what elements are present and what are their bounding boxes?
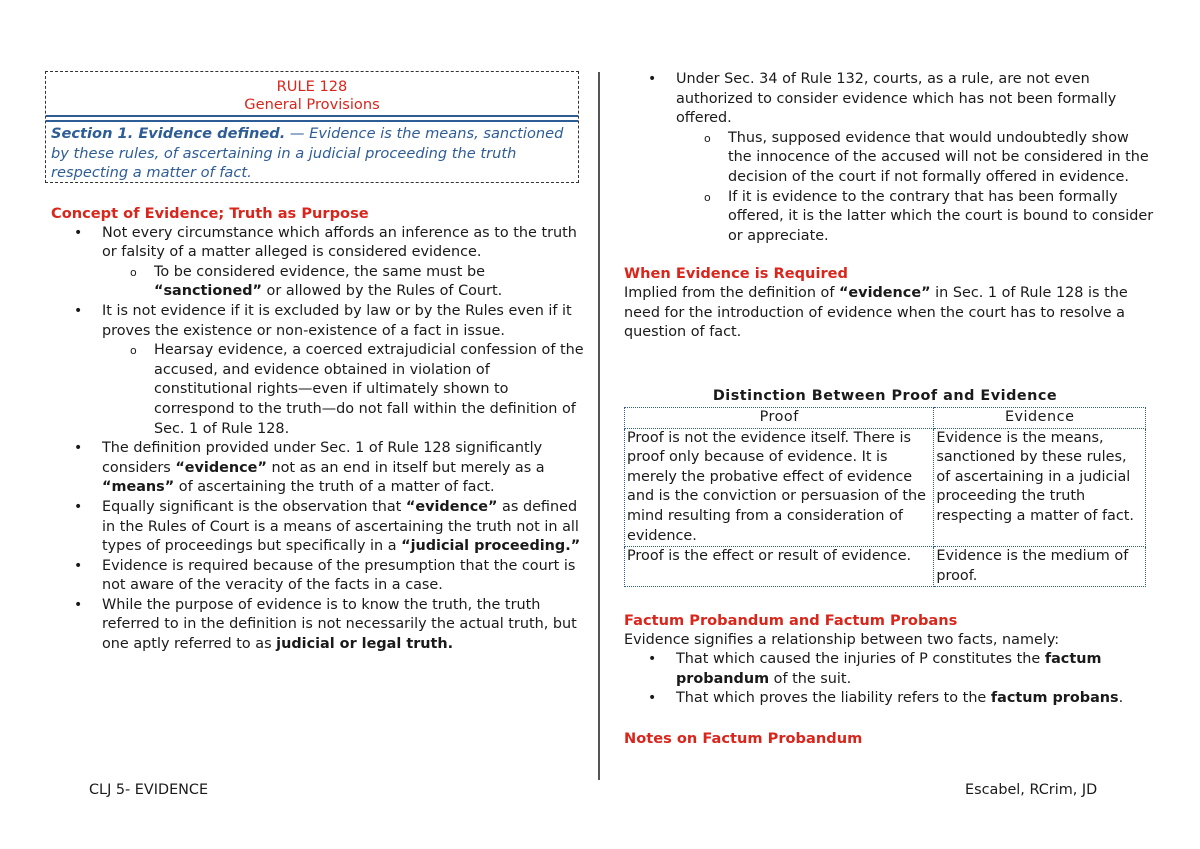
right-column [624, 70, 1154, 343]
footer-course: CLJ 5- EVIDENCE [89, 782, 209, 798]
text: of ascertaining the truth of a matter of fact. [174, 479, 495, 496]
heading-when-required: When Evidence is Required [624, 265, 848, 283]
list-item [676, 650, 1154, 689]
text: That which caused the injuries of P constitutes the [676, 651, 1045, 668]
list-item [676, 70, 1154, 246]
table-header-evidence: Evidence [934, 408, 1146, 429]
text: or allowed by the Rules of Court. [261, 283, 503, 300]
table-row [625, 547, 1146, 587]
bold-text: “sanctioned” [154, 283, 262, 300]
text: Hearsay evidence, a coerced extrajudicial confession of the accused, and evidence obtained in violation of constitutional rights—even if ultimately shown to correspond to the truth—do not fall within the definition of Sec. 1 of Rule 128. [154, 342, 584, 437]
list-item-text: Under Sec. 34 of Rule 132, courts, as a rule, are not even authorized to consider evidence which has not been formally offered. [676, 71, 1117, 127]
rule-box [45, 71, 579, 183]
text: That which proves the liability refers to the [676, 690, 991, 707]
bold-text: “evidence” [838, 284, 931, 301]
text: as defined in the Rules of Court is a means of ascertaining the truth not in all types of proceedings but specifically in a [102, 498, 579, 555]
text: . [1118, 690, 1124, 707]
sub-list-item [154, 263, 585, 302]
table-cell: Proof is the effect or result of evidence. [625, 547, 934, 587]
text: Thus, supposed evidence that would undoubtedly show the innocence of the accused will not be considered in the decision of the court if not formally offered in evidence. [728, 129, 1149, 185]
rule-list [624, 70, 1154, 246]
footer-author: Escabel, RCrim, JD [965, 782, 1098, 798]
section-body: — Evidence is the means, sanctioned by these rules, of ascertaining in a judicial proceeding the truth respecting a matter of fact. [51, 125, 564, 181]
sub-list-item [728, 129, 1154, 188]
concept-list [40, 224, 585, 655]
table-title: Distinction Between Proof and Evidence [712, 388, 1058, 404]
table-cell: Evidence is the medium of proof. [934, 547, 1146, 587]
bold-text: “evidence” [405, 498, 498, 515]
text: in Sec. 1 of Rule 128 is the need for the introduction of evidence when the court has to resolve a question of fact. [624, 284, 1128, 341]
factum-section [624, 611, 1154, 749]
table-row [625, 428, 1146, 547]
rule-subtitle: General Provisions [244, 96, 380, 113]
table-header-row [625, 408, 1146, 429]
list-item [102, 557, 585, 596]
list-item-text: Evidence is required because of the presumption that the court is not aware of the veracity of the facts in a case. [102, 557, 576, 594]
list-item [102, 302, 585, 439]
rule-divider-line [46, 120, 578, 122]
list-item [102, 596, 585, 655]
factum-intro: Evidence signifies a relationship between two facts, namely: [624, 631, 1060, 648]
list-item [102, 224, 585, 302]
bold-text: factum probandum [676, 651, 1102, 687]
text: If it is evidence to the contrary that has been formally offered, it is the latter which the court is bound to consider or appreciate. [728, 188, 1154, 244]
bold-text: factum probans [990, 690, 1119, 707]
text: To be considered evidence, the same must be [154, 263, 485, 280]
text: Implied from the definition of [624, 284, 839, 301]
heading-factum: Factum Probandum and Factum Probans [624, 612, 958, 629]
text: of the suit. [769, 670, 852, 687]
sub-list-item [728, 188, 1154, 247]
distinction-table [624, 407, 1146, 587]
text: The definition provided under Sec. 1 of Rule 128 significantly considers [102, 440, 543, 476]
bold-text: judicial or legal truth. [276, 636, 454, 653]
bold-text: “evidence” [175, 459, 267, 476]
section-definition [51, 124, 572, 183]
bold-text: “means” [102, 479, 175, 496]
table-cell: Evidence is the means, sanctioned by these rules, of ascertaining in a judicial proceeding the truth respecting a matter of fact. [934, 428, 1146, 547]
list-item-text: Not every circumstance which affords an inference as to the truth or falsity of a matter alleged is considered evidence. [102, 224, 577, 261]
table-header-proof: Proof [625, 408, 934, 429]
table-cell: Proof is not the evidence itself. There is proof only because of evidence. It is merely the probative effect of evidence and is the conviction or persuasion of the mind resulting from a consideration of evidence. [625, 428, 934, 547]
text: Equally significant is the observation that [102, 498, 406, 515]
section-label: Section 1. Evidence defined. [51, 125, 286, 142]
list-item-text: It is not evidence if it is excluded by law or by the Rules even if it proves the existence or non-existence of a fact in issue. [102, 302, 572, 339]
list-item [676, 689, 1154, 709]
rule-title: RULE 128 [276, 78, 348, 95]
factum-list [624, 650, 1154, 709]
left-column [40, 204, 585, 655]
required-paragraph [624, 284, 1154, 343]
sub-list-item [154, 341, 585, 439]
heading-notes: Notes on Factum Probandum [624, 729, 863, 747]
text: While the purpose of evidence is to know the truth, the truth referred to in the definition is not necessarily the actual truth, but one aptly referred to as [102, 596, 577, 653]
column-divider [598, 72, 600, 780]
list-item [102, 439, 585, 498]
heading-concept: Concept of Evidence; Truth as Purpose [51, 205, 369, 222]
list-item [102, 498, 585, 557]
rule-divider-line [46, 115, 578, 117]
bold-text: “judicial proceeding.” [401, 538, 581, 555]
text: not as an end in itself but merely as a [266, 459, 545, 476]
